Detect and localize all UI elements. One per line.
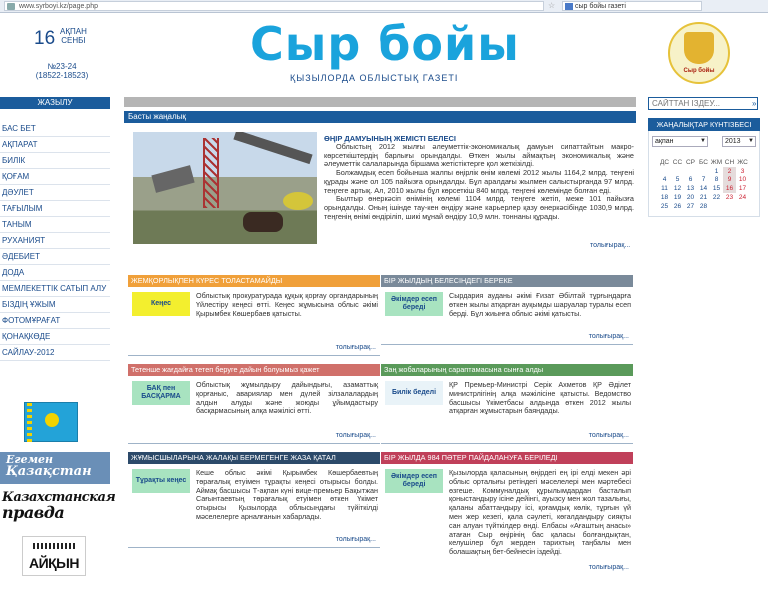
sidebar-item[interactable]: ӘДЕБИЕТ — [0, 249, 110, 265]
news-box-header[interactable]: ЖЕМҚОРЛЫҚПЕН КҮРЕС ТОЛАСТАМАЙДЫ — [128, 275, 380, 287]
news-box-header[interactable]: БІР ЖЫЛДА 984 ПӘТЕР ПАЙДАЛАНУҒА БЕРІЛЕДІ — [381, 452, 633, 464]
sidebar-item[interactable]: БАС БЕТ — [0, 121, 110, 137]
calendar-weekday: СР — [685, 158, 696, 166]
calendar-day[interactable]: 2 — [723, 167, 736, 176]
news-box-more-link[interactable]: толығырақ... — [335, 432, 376, 439]
sidebar-item[interactable]: САЙЛАУ-2012 — [0, 345, 110, 361]
calendar-day[interactable]: 11 — [661, 185, 668, 193]
calendar-day[interactable]: 20 — [686, 194, 695, 202]
main-more-link[interactable]: толығырақ... — [590, 242, 631, 249]
issue-line2: (18522-18523) — [35, 71, 89, 80]
calendar-day[interactable]: 13 — [686, 185, 695, 193]
browser-search-input[interactable] — [562, 1, 702, 11]
calendar-selectors — [652, 136, 756, 147]
sidebar-item[interactable]: АҚПАРАТ — [0, 137, 110, 153]
emblem-shield — [684, 32, 714, 64]
oil-rig-shape — [203, 138, 219, 208]
aikyn-stripes — [33, 543, 75, 549]
calendar-day[interactable]: 19 — [673, 194, 682, 202]
year-value: 2013 — [725, 138, 741, 145]
news-box — [128, 452, 380, 543]
news-box — [381, 364, 633, 439]
calendar-day[interactable]: 18 — [660, 194, 669, 202]
date-month — [60, 27, 87, 45]
news-box — [128, 364, 380, 439]
news-box — [381, 275, 633, 340]
sidebar-item[interactable]: ДӘУЛЕТ — [0, 185, 110, 201]
sidebar-item[interactable]: ТАҒЫЛЫМ — [0, 201, 110, 217]
calendar-weekday: ЖС — [737, 158, 748, 166]
calendar-day[interactable]: 6 — [688, 176, 693, 184]
site-search-input[interactable] — [648, 97, 758, 110]
month-select[interactable] — [652, 136, 708, 147]
calendar-day[interactable]: 5 — [675, 176, 680, 184]
news-box-header[interactable]: БІР ЖЫЛДЫҢ БЕЛЕСІНДЕГІ БЕРЕКЕ — [381, 275, 633, 287]
calendar-day[interactable]: 23 — [725, 194, 734, 202]
sidebar-item[interactable]: ДОДА — [0, 265, 110, 281]
cattle-shape — [243, 212, 283, 232]
news-box-more-link[interactable]: толығырақ... — [588, 564, 629, 571]
sidebar-item[interactable]: РУХАНИЯТ — [0, 233, 110, 249]
calendar-day — [736, 202, 749, 211]
news-box-badge: Әкімдер есеп береді — [385, 292, 443, 316]
news-box-header[interactable]: Заң жобаларының сараптамасына сынға алды — [381, 364, 633, 376]
flower-shape — [283, 192, 313, 210]
news-box-text: ҚР Премьер-Министрі Серік Ахметов ҚР Әділет министрлігінің алқа мәжілісіне қатысты. Ведомство басшысы Үкіметбасы алдында өткен 2012 жылы атқарған жұмыстарын баяндады. — [449, 380, 631, 416]
sidebar-item[interactable]: БИЛІК — [0, 153, 110, 169]
banner-kazpravda-line1: Казахстанская — [2, 490, 116, 505]
sidebar-item[interactable]: БІЗДІҢ ҰЖЫМ — [0, 297, 110, 313]
date-month-line1: АҚПАН — [60, 27, 87, 36]
conveyor-shape — [233, 132, 312, 164]
emblem-icon — [668, 22, 730, 84]
main-news-header: Басты жаңалық — [124, 111, 636, 123]
month-value: ақпан — [655, 138, 674, 145]
news-box-divider — [128, 547, 380, 548]
news-box — [381, 452, 633, 571]
main-paragraph: Былтыр өнеркәсіп өнімінің көлемі 1104 млрд. теңгеге жетіп, меже 101 пайызға орындалды. Оның ішінде тау-кен өндіру және карьерлер қазу өнеркәсібінде 1030,9 млрд. теңгенің өнімі өндіріліп, шикі мұнай өндіру 10,9 млн. тоннаны құрады. — [324, 194, 634, 221]
banner-aikyn-text: АЙҚЫН — [28, 555, 80, 571]
calendar-day[interactable]: 9 — [723, 176, 736, 185]
calendar-day[interactable]: 22 — [712, 194, 721, 202]
calendar-day — [684, 167, 697, 176]
calendar-grid — [658, 158, 749, 211]
news-box-divider — [381, 344, 633, 345]
calendar-day[interactable]: 27 — [686, 202, 695, 210]
calendar-day[interactable]: 3 — [740, 167, 745, 175]
banner-egemen[interactable] — [0, 452, 110, 484]
news-box-more-link[interactable]: толығырақ... — [588, 432, 629, 439]
news-box-badge: Тұрақты кеңес — [132, 469, 190, 493]
news-box-divider — [128, 443, 380, 444]
calendar-day[interactable]: 1 — [714, 167, 719, 175]
calendar-day[interactable]: 24 — [738, 194, 747, 202]
sidebar-item[interactable]: ҚОНАҚКӨДЕ — [0, 329, 110, 345]
issue-line1: №23-24 — [47, 62, 77, 71]
news-box-badge: Билік беделі — [385, 381, 443, 405]
browser-search-value: сыр бойы газеті — [575, 3, 626, 10]
calendar-day[interactable]: 8 — [714, 176, 719, 184]
calendar-weekday: ЖМ — [710, 158, 723, 166]
news-box-header[interactable]: ЖҰМЫСШЫЛАРЫНА ЖАЛАҚЫ БЕРМЕГЕНГЕ ЖАЗА ҚАТАЛ — [128, 452, 380, 464]
calendar-weekday: СС — [672, 158, 683, 166]
calendar-day[interactable]: 12 — [673, 185, 682, 193]
news-box-badge: Әкімдер есеп береді — [385, 469, 443, 493]
search-arrow-icon[interactable]: » — [752, 99, 757, 108]
news-box-text: Кеше облыс әкімі Қырымбек Көшербаевтың төрағалық етуімен тұрақты кеңесі отырысы болды. Аймақ басшысы Т-ақпан күні вице-премьер Бақытжан Сағынтаевтың төрағалық етуімен өткен Үкімет отырысы Қызылорда облысындағы түйіткілді мәселелерге арналғанын хабарлады. — [196, 468, 378, 521]
calendar-day[interactable]: 16 — [723, 184, 736, 193]
banner-kazpravda-line2: правда — [2, 503, 65, 522]
calendar-day — [710, 202, 723, 211]
calendar-day[interactable]: 25 — [660, 202, 669, 210]
main-paragraph: Болжамдық есеп бойынша жалпы өңірлік өнім көлемі 2012 жылы 1164,2 млрд. теңгені құрады және ол 105 пайызға орындалды. Бұл аралдағы жылмен салыстырғанда 97 млрд. теңгеге артық. Ал, 2010 жылы бұл көрсеткіш 840 млрд. теңгені көлемінде болған еді. — [324, 168, 634, 195]
calendar-day[interactable]: 4 — [662, 176, 667, 184]
calendar-day[interactable]: 14 — [699, 185, 708, 193]
news-box — [128, 275, 380, 351]
calendar-weekday: СН — [724, 158, 735, 166]
news-box-more-link[interactable]: толығырақ... — [335, 536, 376, 543]
news-box-more-link[interactable]: толығырақ... — [588, 333, 629, 340]
calendar-day[interactable]: 28 — [699, 202, 708, 210]
emblem-text: Сыр бойы — [683, 68, 715, 74]
calendar-day[interactable]: 7 — [701, 176, 706, 184]
main-paragraph: Облыстың 2012 жылғы әлеуметтік-экономикалық дамуын сипаттайтын макро-көрсеткіштердің барлығы орындалды. Өткен жылы аймақтың экономикалық және әлеуметтік салаларында біршама жетістіктерге қол жеткізілді. — [324, 142, 634, 169]
calendar-day[interactable]: 21 — [699, 194, 708, 202]
url-text: www.syrboyi.kz/page.php — [19, 3, 98, 10]
banner-aikyn[interactable] — [22, 536, 86, 576]
calendar-weekday: ДС — [659, 158, 670, 166]
sidebar-item[interactable]: ТАНЫМ — [0, 217, 110, 233]
banner-egemen-line1: Егемен — [6, 453, 54, 466]
news-box-text: Сырдария ауданы әкімі Ғизат Әбілтай тұрғындарға өткен жылы атқарған ауқымды шаруалар туралы есеп берді. Бұл жиынға облыс әкімі қатысты. — [449, 291, 631, 318]
banner-egemen-line2: Қазақстан — [6, 464, 92, 479]
calendar-day[interactable]: 26 — [673, 202, 682, 210]
banner-kazpravda[interactable] — [0, 490, 116, 524]
main-news-image[interactable] — [133, 132, 317, 244]
pump-shape — [151, 165, 194, 193]
news-box-text: Қызылорда қаласының өңірдегі ең ірі елді мекен әрі облыс орталығы ретіндегі мәселелері мен мәртебесі өзгеше. Коммуналдық құрылымдардан басталып қоныстандыру ісіне дейінгі, ауызсу мен жол тазалығы, қаланы абаттандыру ісі, қоғамдық көлік, тұрғын үй мен жер кезегі, қала сәулеті, көгалдандыру сияқты сан алуан түйткілдер өнді. Елбасы «Ағаштың анасы» атаған Сыр өңірінің бас қаласы болғандықтан, келушілер бұл жерден тарихтың таңбалы мен болашақтың бет-бейнесін іздейді. — [449, 468, 631, 557]
sidebar-item[interactable]: МЕМЛЕКЕТТІК САТЫП АЛУ — [0, 281, 110, 297]
news-box-divider — [381, 443, 633, 444]
news-box-badge: Кеңес — [132, 292, 190, 316]
calendar-weekday: БС — [699, 158, 708, 166]
main-news-title[interactable]: ӨҢІР ДАМУЫНЫҢ ЖЕМІСТІ БЕЛЕСІ — [324, 134, 456, 143]
calendar-day — [697, 167, 710, 176]
calendar-day[interactable]: 10 — [738, 176, 747, 184]
news-box-text: Облыстық жұмылдыру дайындығы, азаматтық қорғаныс, авариялар мен дүлей зілзалалардың алдын алуды және жоюды ұйымдастыру басқармасының алқа мәжілісі өтті. — [196, 380, 378, 416]
flag-sun — [45, 413, 59, 427]
google-icon — [565, 3, 573, 10]
issue-number — [22, 62, 102, 80]
address-bar[interactable] — [4, 1, 544, 11]
main-news-text — [324, 143, 634, 221]
site-subtitle: ҚЫЗЫЛОРДА ОБЛЫСТЫҚ ГАЗЕТІ — [290, 73, 459, 83]
chevron-down-icon: ▼ — [748, 138, 754, 144]
chevron-down-icon: ▼ — [700, 138, 706, 144]
date-month-line2: СЕНБІ — [61, 36, 86, 45]
page-icon — [7, 3, 15, 10]
calendar-day[interactable]: 15 — [712, 185, 721, 193]
star-icon[interactable]: ☆ — [548, 1, 556, 10]
calendar-day — [723, 202, 736, 211]
calendar-header: ЖАҢАЛЫҚТАР КҮНТІЗБЕСІ — [648, 118, 760, 131]
date-day: 16 — [34, 28, 56, 49]
year-select[interactable] — [722, 136, 756, 147]
calendar-day — [658, 167, 671, 176]
calendar-day[interactable]: 17 — [738, 185, 747, 193]
news-box-divider — [128, 355, 380, 356]
news-box-badge: БАҚ пен БАСҚАРМА — [132, 381, 190, 405]
calendar-day — [671, 167, 684, 176]
subscribe-button[interactable]: ЖАЗЫЛУ — [0, 97, 110, 109]
news-box-text: Облыстық прокуратурада құқық қорғау органдарының Үйлестіру кеңесі өтті. Кеңес жұмысына облыс әкімі Қырымбек Көшербаев қатысты. — [196, 291, 378, 318]
flag-ornament — [27, 403, 32, 443]
kazakhstan-flag-icon — [24, 402, 78, 442]
news-box-header[interactable]: Тетенше жағдайға тетеп беруге дайын болуымыз қажет — [128, 364, 380, 376]
left-nav — [0, 121, 110, 361]
news-box-more-link[interactable]: толығырақ... — [335, 344, 376, 351]
top-divider — [124, 97, 636, 107]
sidebar-item[interactable]: ҚОҒАМ — [0, 169, 110, 185]
sidebar-item[interactable]: ФОТОМҰРАҒАТ — [0, 313, 110, 329]
site-logo[interactable]: Сыр бойы — [250, 17, 520, 71]
